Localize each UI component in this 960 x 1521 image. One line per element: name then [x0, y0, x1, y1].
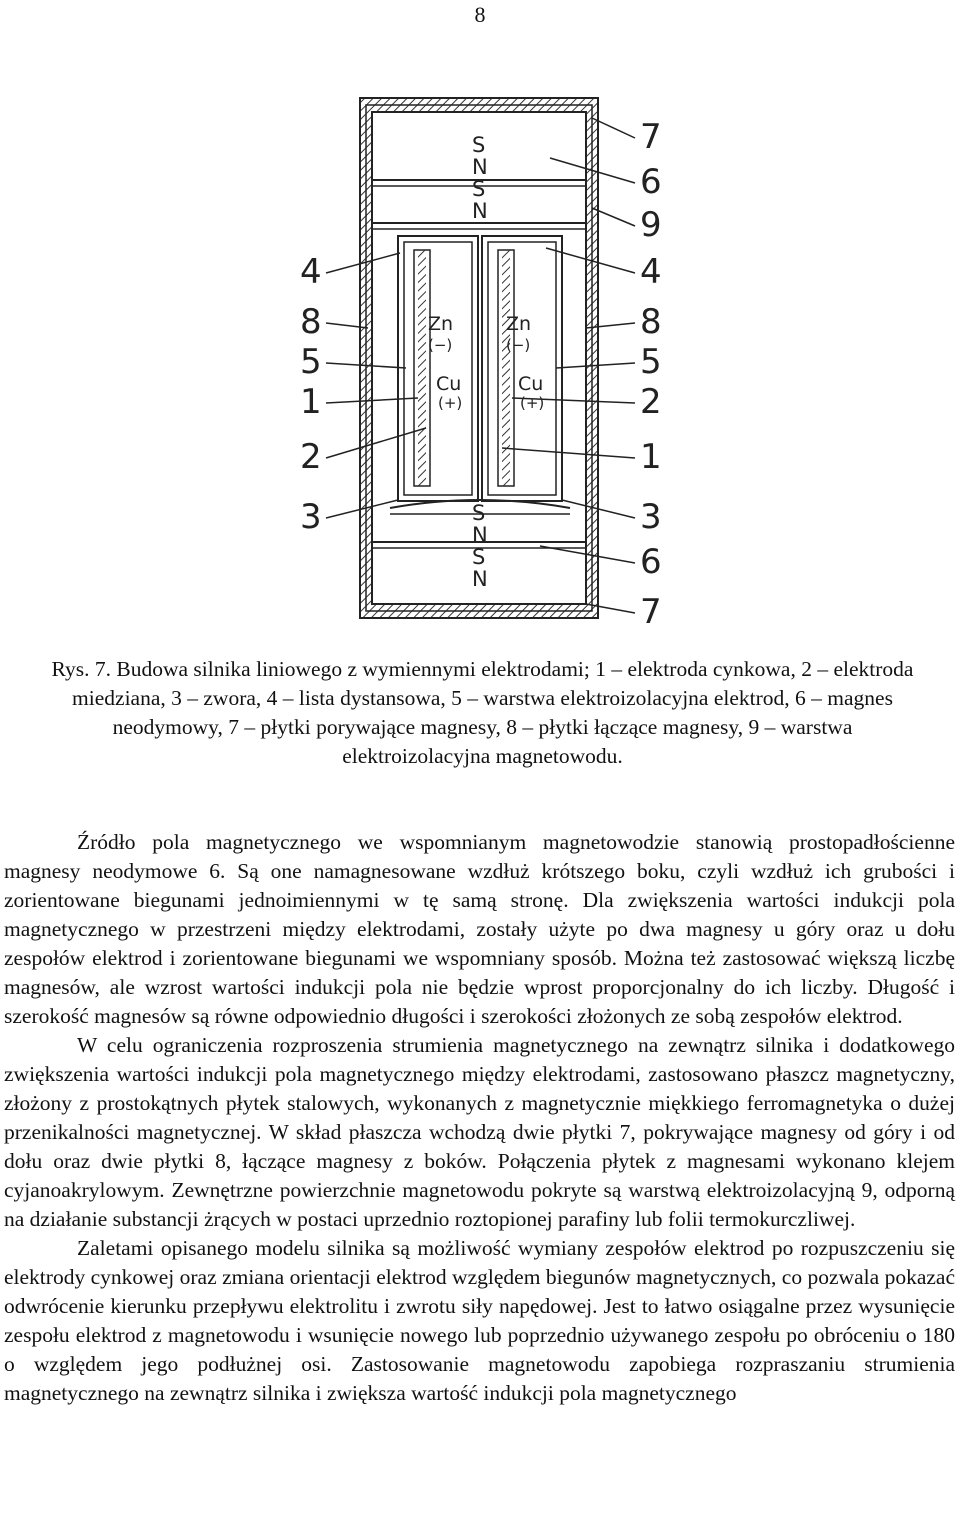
left-label-5: 2: [300, 437, 322, 477]
bottom-pole-2: N: [472, 523, 488, 547]
right-label-9: 3: [640, 497, 662, 537]
left-label-4: 1: [300, 382, 322, 422]
electrode-cu-sign-left: (+): [438, 394, 463, 412]
left-label-6: 3: [300, 497, 322, 537]
electrode-cu-left: Cu: [436, 373, 462, 395]
right-label-10: 6: [640, 542, 662, 582]
motor-diagram: [250, 68, 710, 658]
left-label-3: 5: [300, 342, 322, 382]
right-label-7: 2: [640, 382, 662, 422]
right-label-6: 5: [640, 342, 662, 382]
bottom-pole-4: N: [472, 567, 488, 591]
motor-diagram-svg: [250, 68, 710, 658]
left-label-2: 8: [300, 302, 322, 342]
page-number: 8: [474, 2, 486, 27]
left-label-1: 4: [300, 252, 322, 292]
paragraph-3: Zaletami opisanego modelu silnika są możliwość wymiany zespołów elektrod po rozpuszczeniu się elektrody cynkowej oraz zmiana orientacji elektrod względem biegunów magnetycznych, co pozwala pokazać odwrócenie kierunku przepływu elektrolitu i zwrotu siły napędowej. Jest to łatwo osiągalne przez wysunięcie zespołu elektrod z magnetowodu i wsunięcie nowego lub poprzednio używanego zespołu po obróceniu o 180 o względem jego podłużnej osi. Zastosowanie magnetowodu zapobiega rozpraszaniu strumienia magnetycznego na zewnątrz silnika i zwiększa wartość indukcji pola magnetycznego: [4, 1236, 955, 1405]
paragraph-2: W celu ograniczenia rozproszenia strumienia magnetycznego na zewnątrz silnika i dodatkowego zwiększenia wartości indukcji pola magnetycznego między elektrodami, zastosowano płaszcz magnetyczny, złożony z prostokątnych płytek stalowych, wykonanych z magnetycznie miękkiego ferromagnetyka o dużej przenikalności magnetycznej. W skład płaszcza wchodzą dwie płytki 7, pokrywające magnesy od góry i od dołu oraz dwie płytki 8, łączące magnesy z boków. Połączenia płytek z magnesami wykonano klejem cyjanoakrylowym. Zewnętrzne powierzchnie magnetowodu pokryte są warstwą elektroizolacyjną 9, odporną na działanie substancji żrących w postaci uprzednio roztopionej parafiny lub folii termokurczliwej.: [4, 1033, 955, 1231]
bottom-pole-3: S: [472, 545, 486, 569]
bottom-pole-1: S: [472, 501, 486, 525]
electrode-zn-left: Zn: [428, 313, 454, 335]
right-label-11: 7: [640, 592, 662, 632]
electrode-zn-sign-right: (−): [506, 336, 531, 354]
top-pole-3: S: [472, 177, 486, 201]
right-label-4: 4: [640, 252, 662, 292]
paragraph-1: Źródło pola magnetycznego we wspomnianym magnetowodzie stanowią prostopadłościenne magnesy neodymowe 6. Są one namagnesowane wzdłuż krótszego boku, czyli wzdłuż ich grubości i zorientowane biegunami jednoimiennymi w tę samą stronę. Dla zwiększenia wartości indukcji pola magnetycznego w przestrzeni między elektrodami, zostały użyte po dwa magnesy u góry oraz u dołu zespołów elektrod i zorientowane biegunami we wspomniany sposób. Można też zastosować większą liczbę magnesów, ale wzrost wartości indukcji pola nie będzie wprost proporcjonalny do ich liczby. Długość i szerokość magnesów są równe odpowiednio długości i szerokości złożonych ze sobą zespołów elektrod.: [4, 830, 955, 1028]
top-pole-2: N: [472, 155, 488, 179]
top-pole-1: S: [472, 133, 486, 157]
electrode-cu-right: Cu: [518, 373, 544, 395]
right-label-3: 9: [640, 205, 662, 245]
right-label-8: 1: [640, 437, 662, 477]
top-pole-4: N: [472, 199, 488, 223]
right-label-1: 7: [640, 117, 662, 157]
body-text: [4, 828, 955, 1408]
electrode-cu-sign-right: (+): [520, 394, 545, 412]
figure-caption: Rys. 7. Budowa silnika liniowego z wymiennymi elektrodami; 1 – elektroda cynkowa, 2 – elektroda miedziana, 3 – zwora, 4 – lista dystansowa, 5 – warstwa elektroizolacyjna elektrod, 6 – magnes neodymowy, 7 – płytki porywające magnesy, 8 – płytki łączące magnesy, 9 – warstwa elektroizolacyjna magnetowodu.: [51, 657, 914, 768]
right-label-2: 6: [640, 162, 662, 202]
right-label-5: 8: [640, 302, 662, 342]
electrode-zn-sign-left: (−): [428, 336, 453, 354]
electrode-zn-right: Zn: [506, 313, 532, 335]
